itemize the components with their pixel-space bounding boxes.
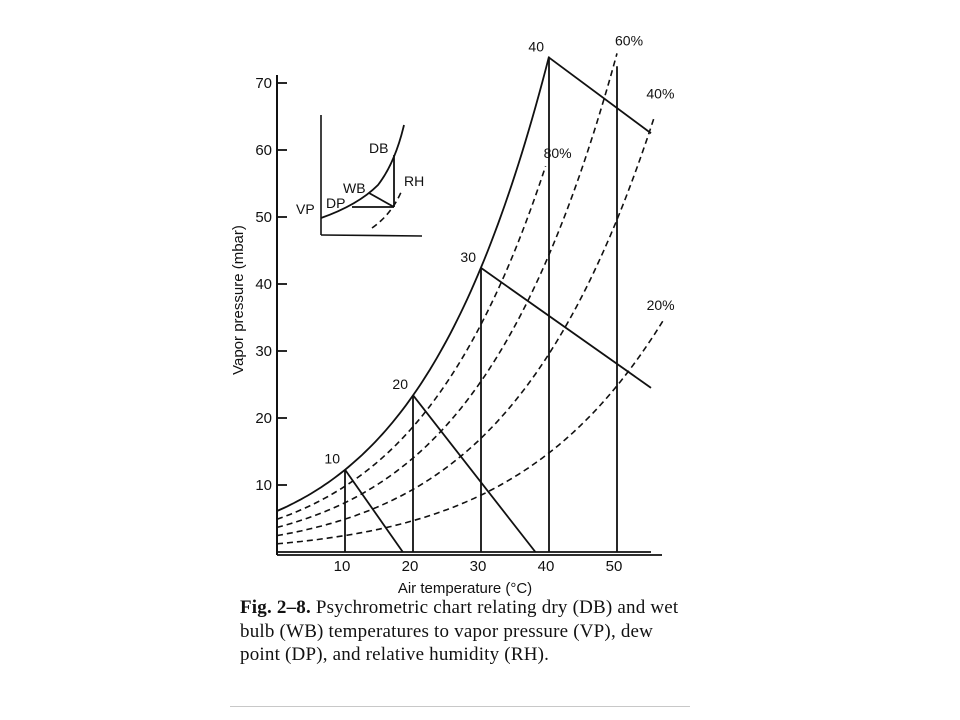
wb-line-30 bbox=[481, 268, 651, 388]
wb-label-40: 40 bbox=[528, 38, 544, 55]
rh-label-20pct: 20% bbox=[646, 297, 675, 314]
figure-label: Fig. 2–8. bbox=[240, 597, 311, 618]
x-tick-label-30: 30 bbox=[469, 558, 487, 575]
wb-label-10: 10 bbox=[324, 450, 340, 467]
y-tick-label-60: 60 bbox=[255, 142, 272, 159]
wb-label-30: 30 bbox=[460, 248, 476, 265]
wb-line-20 bbox=[413, 395, 535, 552]
x-tick-label-50: 50 bbox=[605, 558, 623, 575]
rh-curve-20pct bbox=[277, 318, 665, 544]
x-tick-label-40: 40 bbox=[537, 558, 555, 575]
inset-x-axis bbox=[321, 235, 422, 236]
y-tick-label-30: 30 bbox=[255, 343, 272, 360]
x-tick-label-10: 10 bbox=[333, 558, 351, 575]
wb-line-40 bbox=[549, 58, 651, 134]
wb-line-10 bbox=[345, 470, 403, 552]
x-axis-title: Air temperature (°C) bbox=[397, 580, 533, 597]
inset-wb-line bbox=[369, 193, 394, 207]
rh-curve-40pct bbox=[277, 117, 654, 536]
scan-divider bbox=[230, 706, 690, 707]
y-tick-label-40: 40 bbox=[255, 276, 272, 293]
inset-label-rh: RH bbox=[404, 173, 425, 189]
inset-label-wb: WB bbox=[343, 180, 366, 196]
y-axis-title: Vapor pressure (mbar) bbox=[230, 225, 247, 375]
figure-caption bbox=[240, 596, 680, 667]
x-axis-ticks bbox=[334, 558, 623, 575]
chart-labels bbox=[324, 32, 674, 466]
inset-label-dp: DP bbox=[326, 195, 346, 211]
y-tick-label-10: 10 bbox=[255, 477, 272, 494]
wb-label-20: 20 bbox=[392, 376, 408, 393]
inset-label-vp: VP bbox=[296, 201, 315, 217]
inset-diagram bbox=[296, 115, 424, 236]
rh-label-80pct: 80% bbox=[543, 145, 572, 162]
rh-label-40pct: 40% bbox=[646, 85, 675, 102]
rh-label-60pct: 60% bbox=[615, 32, 644, 49]
x-tick-label-20: 20 bbox=[401, 558, 419, 575]
inset-rh-curve bbox=[372, 190, 402, 228]
inset-label-db: DB bbox=[369, 140, 389, 156]
y-tick-label-70: 70 bbox=[255, 75, 272, 92]
caption-text: Psychrometric chart relating dry (DB) and wet bulb (WB) temperatures to vapor pressure (VP), dew point (DP), and relative humidity (RH). bbox=[240, 597, 679, 665]
y-axis-ticks bbox=[255, 75, 287, 494]
y-tick-label-50: 50 bbox=[255, 209, 272, 226]
y-tick-label-20: 20 bbox=[255, 410, 272, 427]
